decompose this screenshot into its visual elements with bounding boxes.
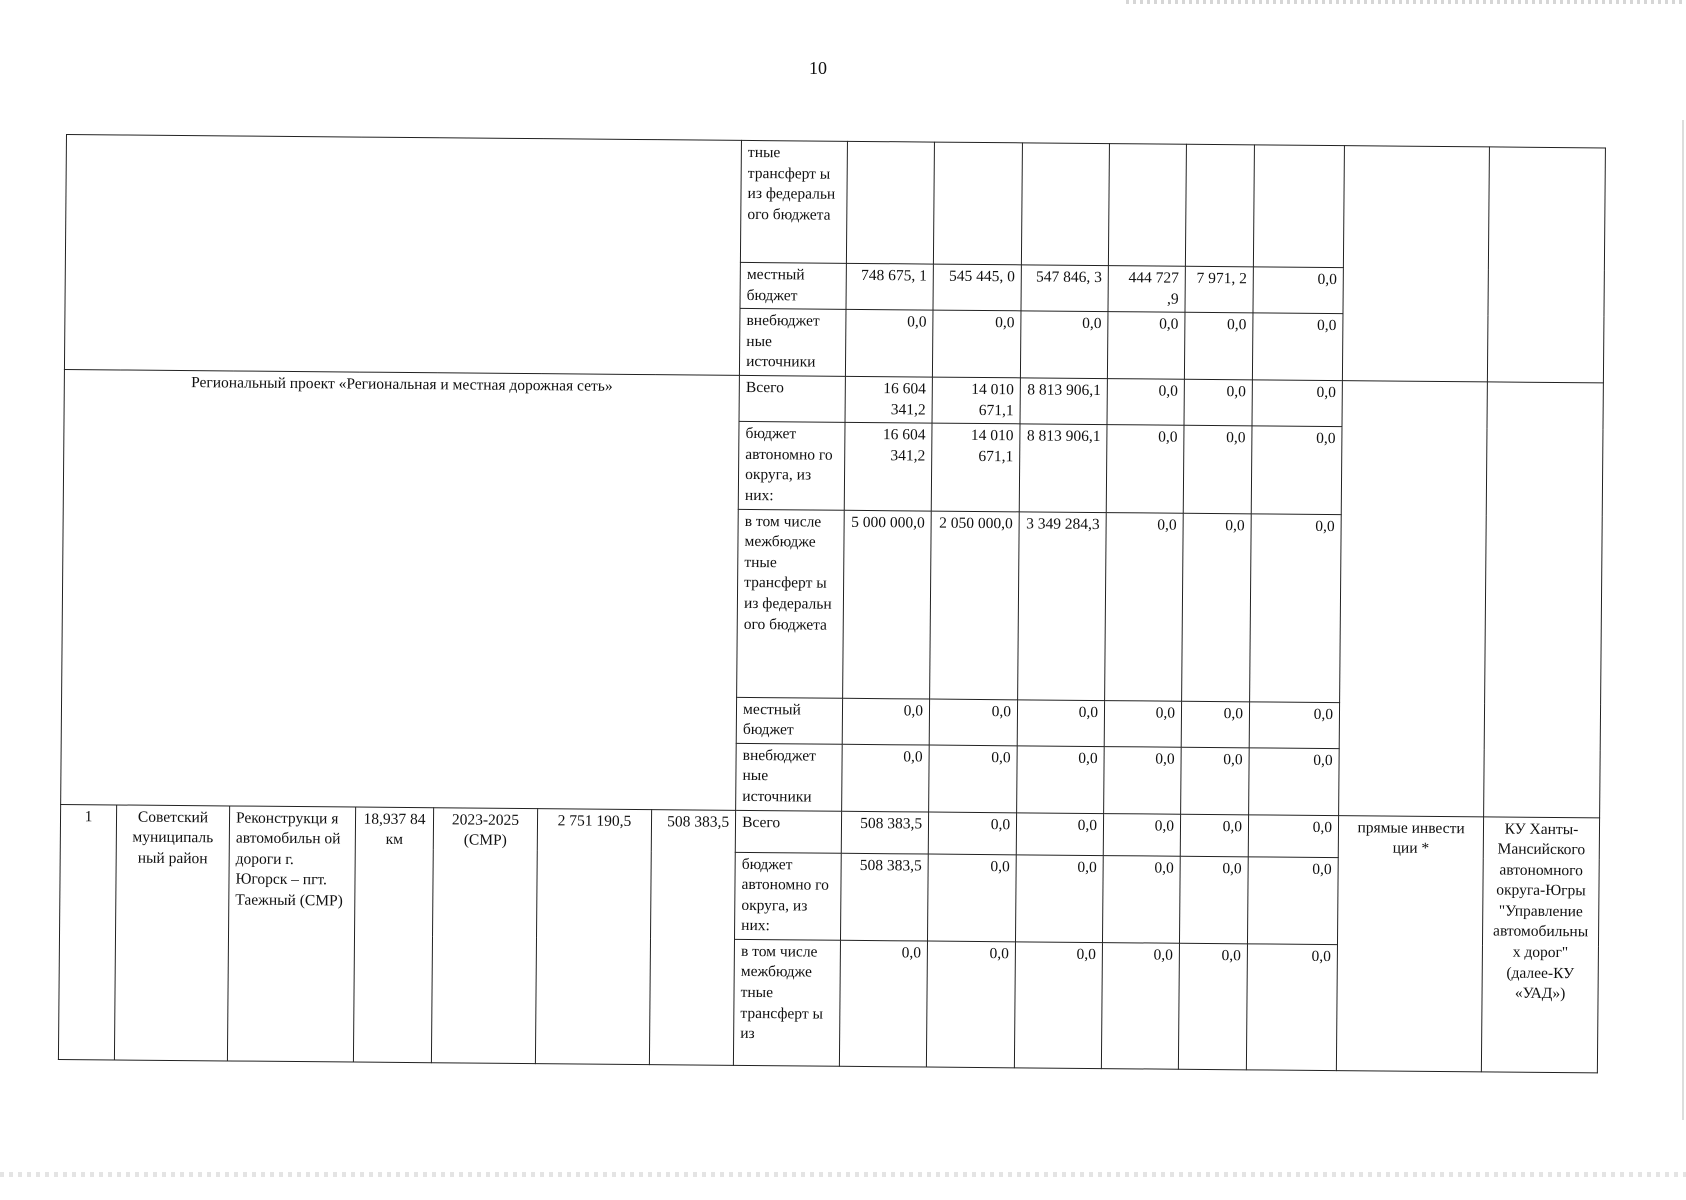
period-cell: 2023-2025 (СМР): [431, 807, 537, 1063]
investment-type-cell: [1339, 381, 1488, 817]
row-label: бюджет автономно го округа, из них:: [735, 852, 842, 940]
row-label: тные трансферт ы из федеральн ого бюджета: [740, 140, 847, 263]
value-cell: 0,0: [1105, 512, 1184, 701]
row-label: Всего: [735, 810, 841, 853]
value-cell: 547 846, 3: [1021, 265, 1108, 312]
value-cell: 0,0: [1183, 425, 1252, 513]
value-cell: 0,0: [1252, 380, 1342, 427]
customer-cell: [1487, 147, 1605, 383]
value-cell: 8 813 906,1: [1020, 378, 1107, 425]
value-cell: 0,0: [933, 310, 1022, 378]
value-cell: 0,0: [1248, 814, 1338, 857]
value-cell: 444 727 ,9: [1108, 266, 1185, 313]
object-name-cell: Реконструкци я автомобильн ой дороги г. Югорск – пгт. Таежный (СМР): [227, 805, 355, 1061]
table-row: [65, 135, 1605, 270]
value-cell: 0,0: [1180, 814, 1248, 857]
value-cell: 0,0: [1104, 700, 1181, 747]
value-cell: 508 383,5: [841, 853, 929, 941]
row-label: местный бюджет: [736, 697, 842, 744]
value-cell: 0,0: [1104, 746, 1182, 813]
value-cell: 0,0: [1014, 942, 1102, 1069]
value-cell: [846, 141, 934, 264]
row-label: местный бюджет: [740, 262, 846, 309]
value-cell: [1253, 145, 1344, 268]
value-cell: 0,0: [1106, 425, 1184, 513]
item-number: 1: [58, 804, 116, 1060]
cost-balance-cell: 508 383,5: [649, 809, 735, 1065]
value-cell: 508 383,5: [841, 811, 928, 854]
municipality-cell: Советский муниципаль ный район: [114, 804, 229, 1060]
row-label: в том числе межбюдже тные трансферт ы из федеральн ого бюджета: [737, 509, 845, 698]
value-cell: 0,0: [929, 699, 1017, 746]
value-cell: 0,0: [1184, 312, 1253, 379]
value-cell: 0,0: [1182, 513, 1252, 702]
value-cell: 0,0: [928, 812, 1016, 855]
row-label: в том числе межбюдже тные трансферт ы из: [733, 939, 840, 1066]
investment-type-cell: прямые инвести ции *: [1336, 815, 1483, 1072]
value-cell: 0,0: [1181, 701, 1249, 748]
value-cell: 2 050 000,0: [930, 511, 1020, 700]
value-cell: 0,0: [1250, 513, 1342, 702]
value-cell: 0,0: [846, 310, 934, 378]
value-cell: 0,0: [1249, 748, 1340, 816]
value-cell: 0,0: [929, 745, 1018, 813]
value-cell: 0,0: [1184, 379, 1252, 426]
value-cell: 5 000 000,0: [843, 510, 932, 699]
value-cell: 0,0: [1017, 699, 1104, 746]
investment-type-cell: [1342, 146, 1489, 382]
value-cell: [1108, 144, 1186, 267]
value-cell: 16 604 341,2: [845, 376, 932, 423]
value-cell: 0,0: [1246, 944, 1337, 1071]
value-cell: 0,0: [1016, 854, 1104, 942]
value-cell: 0,0: [1251, 426, 1342, 514]
value-cell: 0,0: [1021, 311, 1109, 379]
value-cell: 16 604 341,2: [844, 422, 932, 510]
value-cell: 0,0: [842, 698, 929, 745]
scan-edge-right: [1682, 120, 1684, 1120]
customer-cell: [1484, 382, 1604, 818]
value-cell: 0,0: [928, 854, 1017, 942]
row-label: внебюджет ные источники: [740, 309, 847, 377]
value-cell: 0,0: [1017, 746, 1105, 814]
value-cell: 0,0: [926, 941, 1015, 1068]
customer-cell: КУ Ханты-Мансийского автономного округа-Югры "Управление автомобильны х дорог" (далее-КУ «УАД»): [1481, 816, 1599, 1072]
capacity-cell: 18,937 84 км: [353, 807, 433, 1063]
row-label: внебюджет ные источники: [736, 743, 843, 811]
value-cell: 0,0: [839, 940, 927, 1067]
value-cell: 0,0: [1249, 701, 1339, 748]
page-number: 10: [809, 58, 827, 78]
scan-edge-bottom: [0, 1172, 1686, 1177]
value-cell: 3 349 284,3: [1018, 511, 1107, 700]
value-cell: 7 971, 2: [1185, 266, 1253, 313]
value-cell: 0,0: [1180, 856, 1249, 944]
value-cell: 0,0: [1107, 312, 1185, 379]
value-cell: 14 010 671,1: [932, 377, 1020, 424]
value-cell: 748 675, 1: [846, 263, 933, 310]
estimated-cost-cell: 2 751 190,5: [535, 808, 651, 1064]
value-cell: 0,0: [1248, 856, 1339, 944]
value-cell: 0,0: [1016, 812, 1103, 855]
value-cell: 0,0: [1253, 267, 1343, 314]
value-cell: 0,0: [1252, 313, 1343, 381]
value-cell: 0,0: [1181, 747, 1250, 814]
financing-table: [58, 134, 1606, 1073]
value-cell: 0,0: [842, 744, 930, 812]
row-label: бюджет автономно го округа, из них:: [738, 422, 845, 510]
value-cell: 0,0: [1107, 379, 1184, 426]
value-cell: 8 813 906,1: [1019, 424, 1107, 512]
continuation-blank-cell: [64, 135, 741, 376]
value-cell: 0,0: [1178, 943, 1247, 1070]
value-cell: 0,0: [1101, 942, 1179, 1069]
value-cell: 0,0: [1103, 813, 1180, 856]
value-cell: 0,0: [1103, 855, 1181, 943]
value-cell: 545 445, 0: [933, 264, 1021, 311]
regional-project-title: Региональный проект «Региональная и местная дорожная сеть»: [61, 369, 740, 809]
scan-edge-top: [1126, 0, 1686, 4]
value-cell: [1021, 143, 1109, 266]
value-cell: 14 010 671,1: [931, 423, 1020, 511]
value-cell: [933, 142, 1022, 265]
row-label: Всего: [739, 375, 845, 422]
value-cell: [1185, 144, 1254, 267]
